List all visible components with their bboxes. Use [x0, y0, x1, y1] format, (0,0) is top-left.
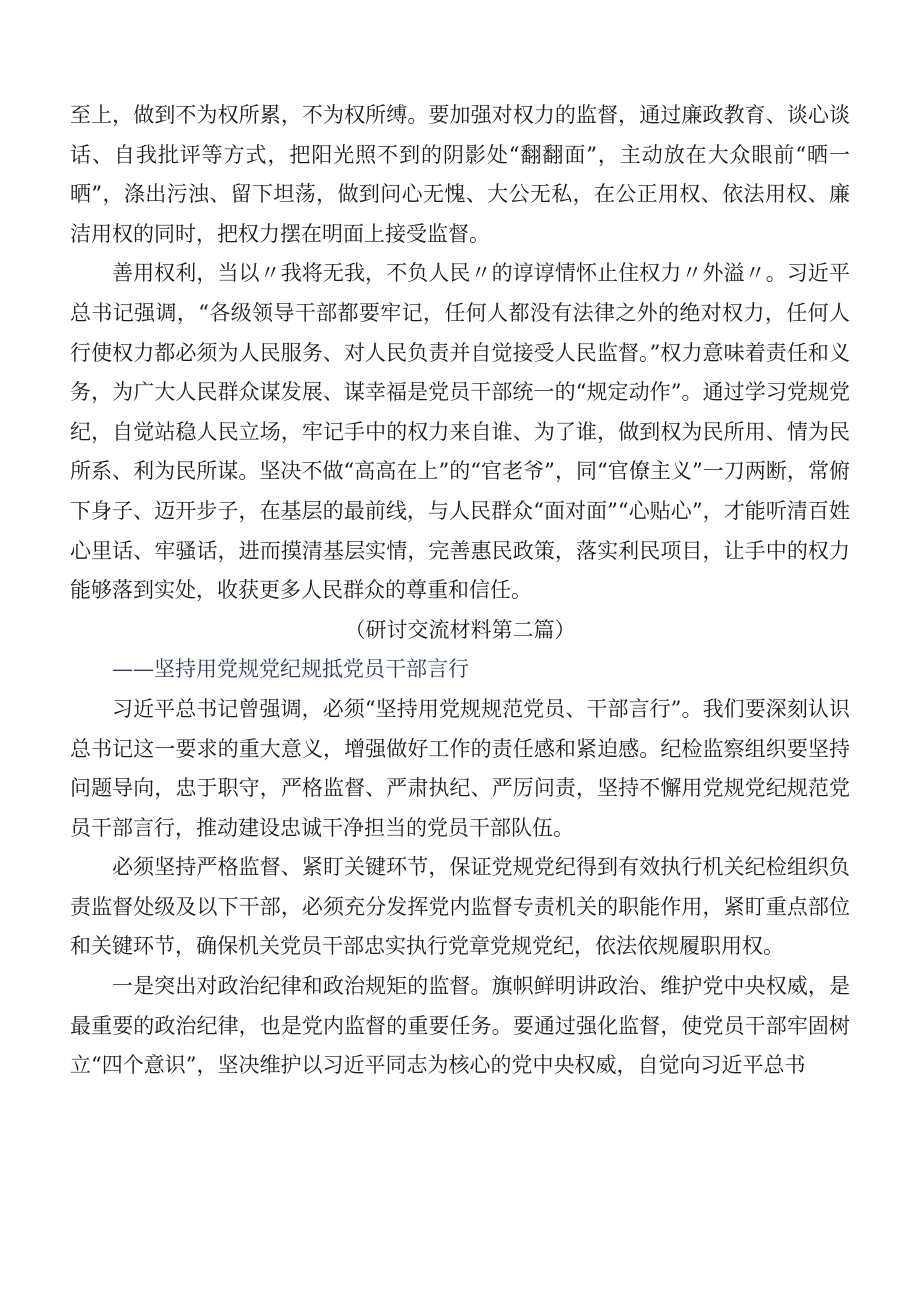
paragraph-intro: 习近平总书记曾强调，必须“坚持用党规规范党员、干部言行”。我们要深刻认识总书记这一要求的重大意义，增强做好工作的责任感和紧迫感。纪检监察组织要坚持问题导向，忠于职守，严格监督、严肃执纪、严厉问责，坚持不懈用党规党纪规范党员干部言行，推动建设忠诚干净担当的党员干部队伍。	[70, 696, 850, 840]
paragraph-supervision: 必须坚持严格监督、紧盯关键环节，保证党规党纪得到有效执行机关纪检组织负责监督处级及以下干部，必须充分发挥党内监督专责机关的职能作用，紧盯重点部位和关键环节，确保机关党员干部忠实执行党章党规党纪，依法依规履职用权。	[70, 855, 850, 959]
paragraph-power-use: 善用权利，当以〃我将无我，不负人民〃的谆谆情怀止住权力〃外溢〃。习近平总书记强调，“各级领导干部都要牢记，任何人都没有法律之外的绝对权力，任何人行使权力都必须为人民服务、对人民负责并自觉接受人民监督。”权力意味着责任和义务，为广大人民群众谋发展、谋幸福是党员干部统一的“规定动作”。通过学习党规党纪，自觉站稳人民立场，牢记手中的权力来自谁、为了谁，做到权为民所用、情为民所系、利为民所谋。坚决不做“高高在上”的“官老爷”，同“官僚主义”一刀两断，常俯下身子、迈开步子，在基层的最前线，与人民群众“面对面”“心贴心”，才能听清百姓心里话、牢骚话，进而摸清基层实情，完善惠民政策，落实利民项目，让手中的权力能够落到实处，收获更多人民群众的尊重和信任。	[70, 261, 850, 603]
paragraph-continuation: 至上，做到不为权所累，不为权所缚。要加强对权力的监督，通过廉政教育、谈心谈话、自我批评等方式，把阳光照不到的阴影处“翻翻面”，主动放在大众眼前“晒一晒”，涤出污浊、留下坦荡，做到问心无愧、大公无私，在公正用权、依法用权、廉洁用权的同时，把权力摆在明面上接受监督。	[70, 103, 850, 246]
document-page	[70, 96, 850, 1086]
section-subtitle: ——坚持用党规党纪规抵党员干部言行	[112, 657, 469, 682]
section-heading: （研讨交流材料第二篇）	[344, 617, 576, 642]
paragraph-political-discipline: 一是突出对政治纪律和政治规矩的监督。旗帜鲜明讲政治、维护党中央权威，是最重要的政治纪律，也是党内监督的重要任务。要通过强化监督，使党员干部牢固树立“四个意识”，坚决维护以习近平同志为核心的党中央权威，自觉向习近平总书	[70, 974, 850, 1078]
